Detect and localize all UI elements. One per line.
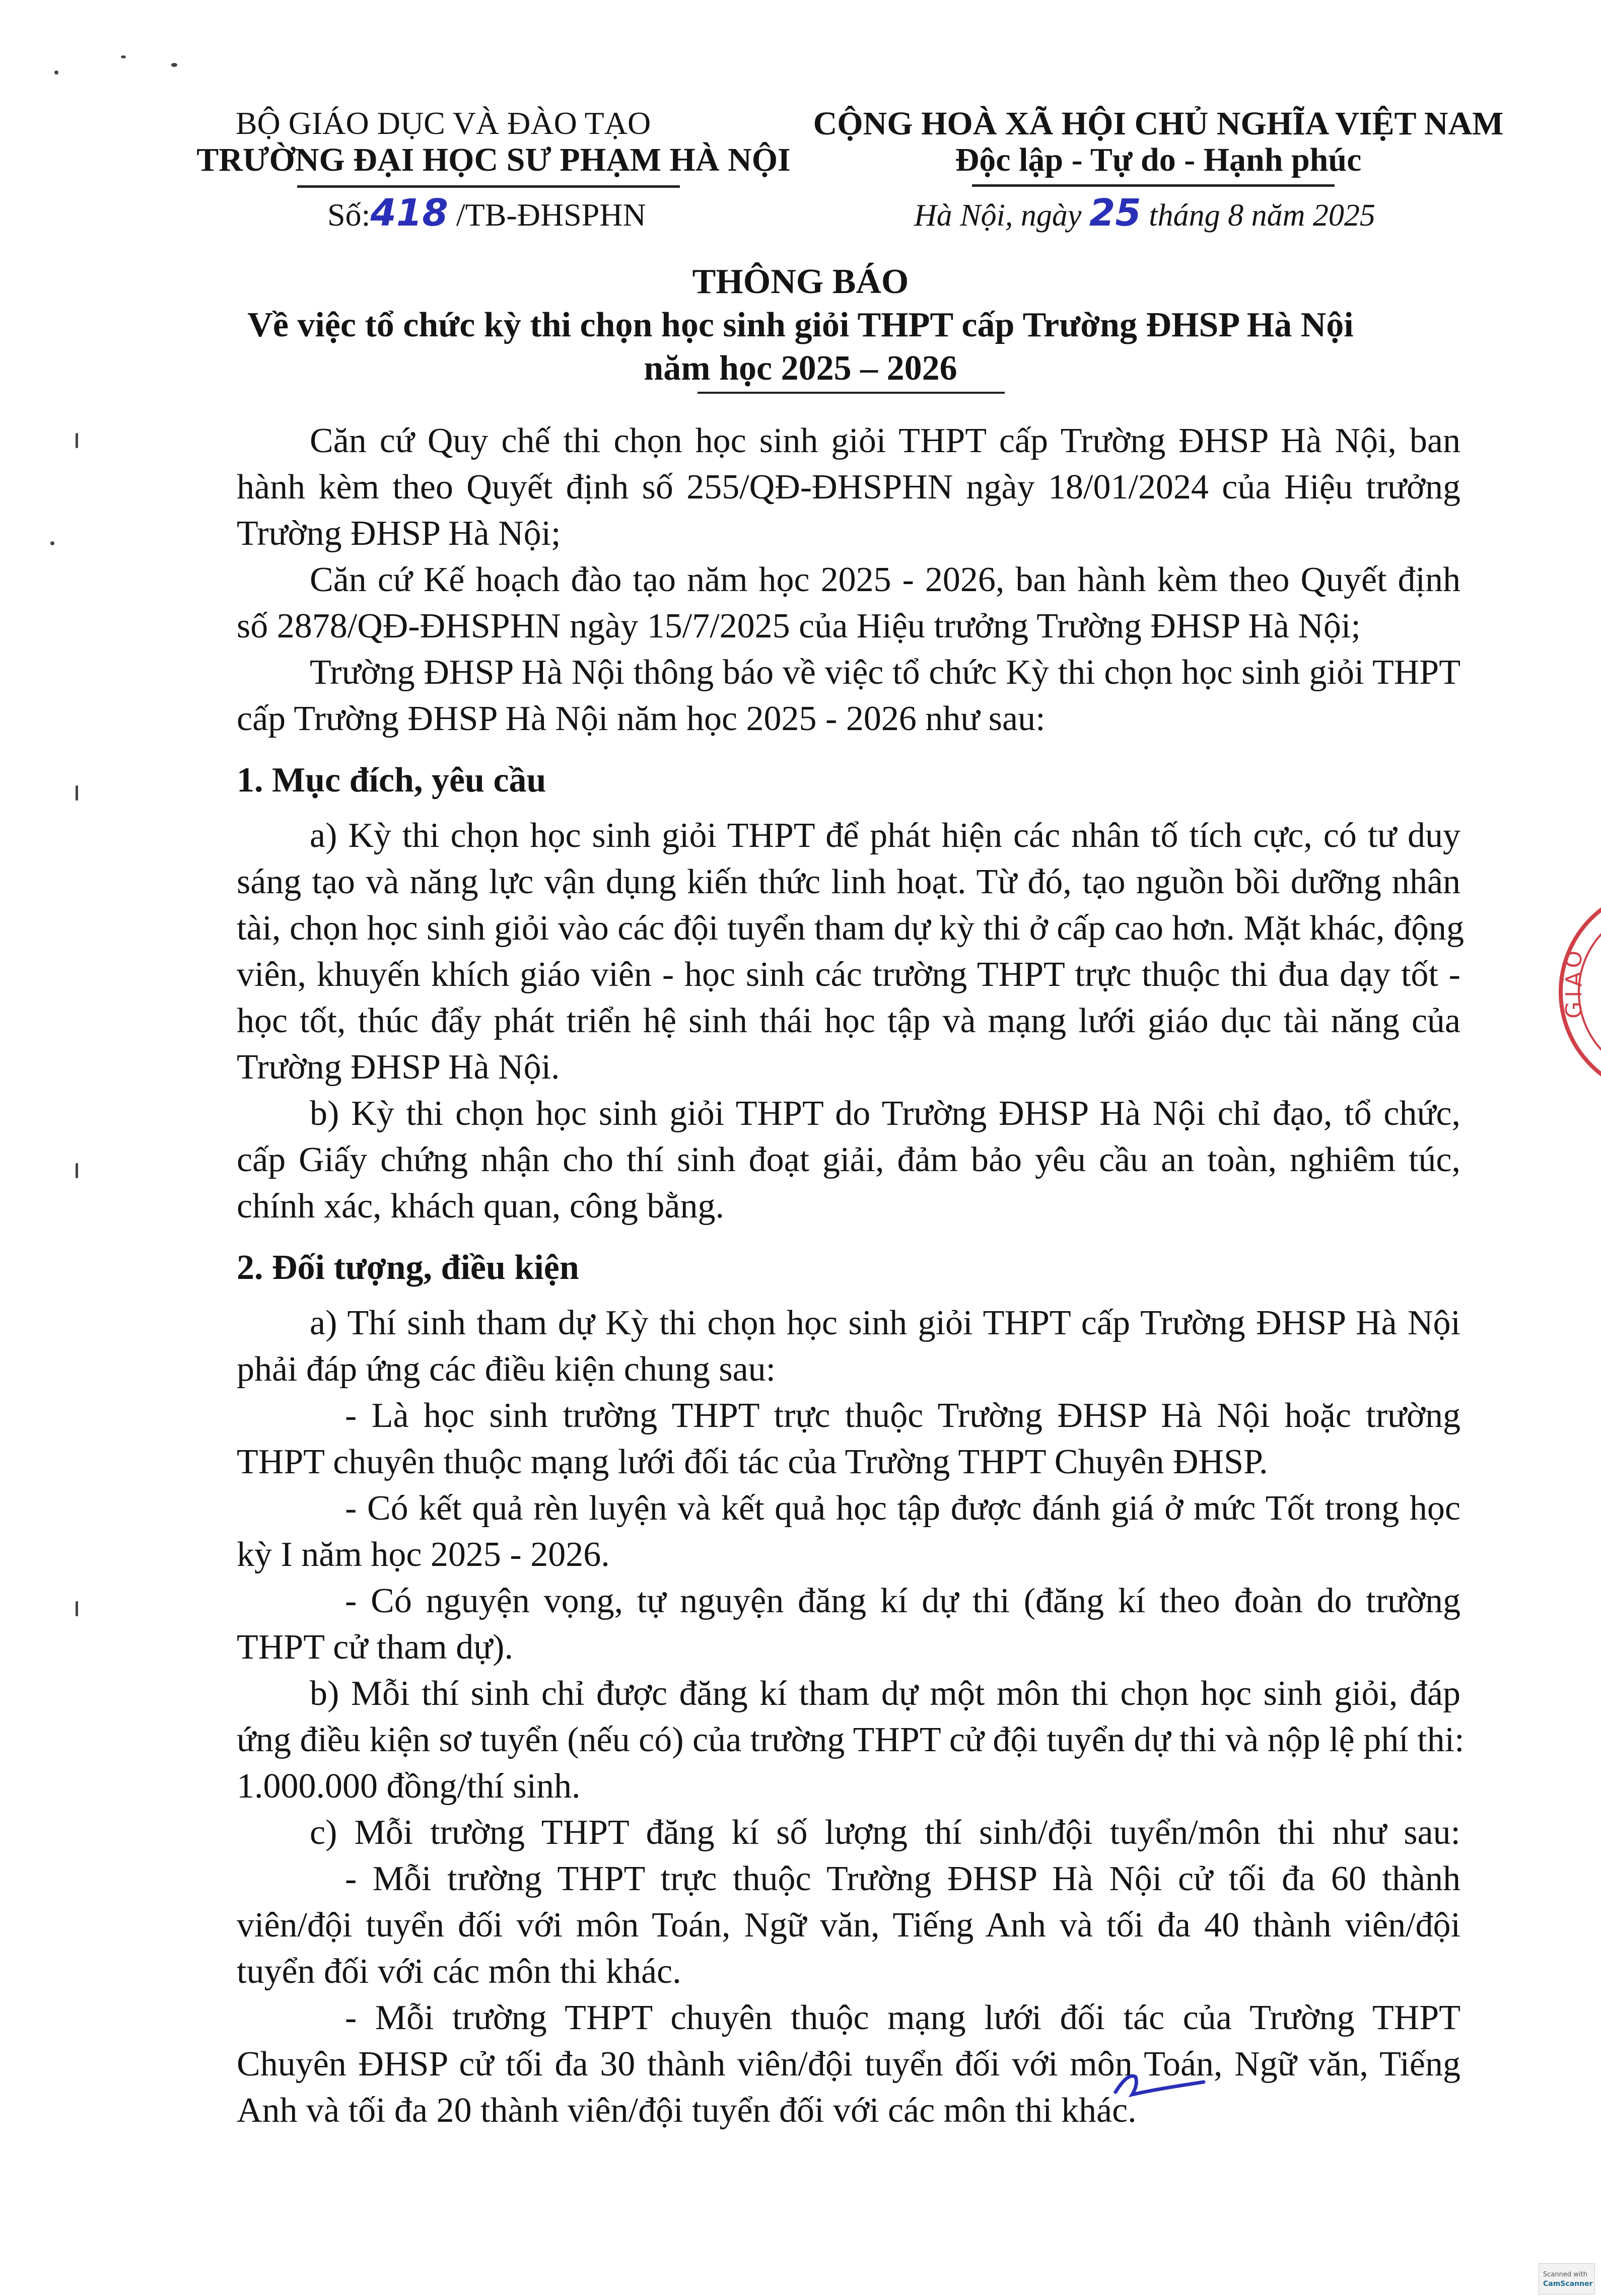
handwritten-mark [1108,2067,1209,2102]
body-line: - Mỗi trường THPT trực thuộc Trường ĐHSP Hà Nội cử tối đa 60 thành [345,1859,1460,1898]
body-line: phải đáp ứng các điều kiện chung sau: [237,1350,776,1389]
body-line: tuyển đối với các môn thi khác. [237,1952,681,1991]
number-prefix: Số: [327,197,371,233]
body-line: - Là học sinh trường THPT trực thuộc Trường ĐHSP Hà Nội hoặc trường [345,1396,1460,1435]
university-name: TRƯỜNG ĐẠI HỌC SƯ PHẠM HÀ NỘI [196,141,791,178]
scanner-badge [1539,2263,1595,2294]
document-number [327,191,646,235]
body-line: kỳ I năm học 2025 - 2026. [237,1535,610,1574]
body-line: ứng điều kiện sơ tuyển (nếu có) của trường THPT cử đội tuyển dự thi và nộp lệ phí thi: [237,1720,1465,1759]
body-line: THPT chuyên thuộc mạng lưới đối tác của Trường THPT Chuyên ĐHSP. [237,1443,1268,1481]
document-subject-line2: năm học 2025 – 2026 [644,349,957,388]
body-line: - Mỗi trường THPT chuyên thuộc mạng lưới đối tác của Trường THPT [345,1998,1460,2037]
body-line: viên, khuyến khích giáo viên - học sinh các trường THPT trực thuộc thi đua dạy tốt - [237,955,1460,994]
body-line: - Có nguyện vọng, tự nguyện đăng kí dự thi (đăng kí theo đoàn do trường [345,1582,1460,1620]
scanner-badge-line1: Scanned with [1543,2271,1587,2278]
body-line: - Có kết quả rèn luyện và kết quả học tập được đánh giá ở mức Tốt trong học [345,1489,1460,1528]
university-underline [297,185,680,188]
date-suffix: tháng 8 năm 2025 [1141,198,1375,233]
body-line: THPT cử tham dự). [237,1628,513,1667]
body-line: c) Mỗi trường THPT đăng kí số lượng thí sinh/đội tuyển/môn thi như sau: [310,1813,1460,1852]
body-line: a) Thí sinh tham dự Kỳ thi chọn học sinh giỏi THPT cấp Trường ĐHSP Hà Nội [310,1304,1460,1342]
body-line: a) Kỳ thi chọn học sinh giỏi THPT để phát hiện các nhân tố tích cực, có tư duy [310,816,1460,855]
body-line: cấp Trường ĐHSP Hà Nội năm học 2025 - 2026 như sau: [237,699,1046,738]
motto-underline [972,184,1335,187]
scan-speck [121,55,126,58]
body-line: Anh và tối đa 20 thành viên/đội tuyển đối với các môn thi khác. [237,2091,1137,2130]
body-line: Trường ĐHSP Hà Nội thông báo về việc tổ chức Kỳ thi chọn học sinh giỏi THPT [310,653,1460,692]
issue-date [914,191,1375,235]
document-subject-line1: Về việc tổ chức kỳ thi chọn học sinh giỏi THPT cấp Trường ĐHSP Hà Nội [247,306,1354,344]
body-line: viên/đội tuyển đối với môn Toán, Ngữ văn, Tiếng Anh và tối đa 40 thành viên/đội [237,1906,1460,1945]
body-line: b) Kỳ thi chọn học sinh giỏi THPT do Trường ĐHSP Hà Nội chỉ đạo, tổ chức, [310,1094,1460,1133]
title-underline [698,392,1005,394]
scan-speck [171,63,177,67]
date-prefix: Hà Nội, ngày [914,198,1089,233]
handwritten-number: 418 [370,191,448,235]
scan-speck [76,785,78,801]
body-line: b) Mỗi thí sinh chỉ được đăng kí tham dự một môn thi chọn học sinh giỏi, đáp [310,1674,1460,1713]
body-line: số 2878/QĐ-ĐHSPHN ngày 15/7/2025 của Hiệu trưởng Trường ĐHSP Hà Nội; [237,607,1361,645]
ministry-name: BỘ GIÁO DỤC VÀ ĐÀO TẠO [235,105,651,141]
body-line: sáng tạo và năng lực vận dụng kiến thức linh hoạt. Từ đó, tạo nguồn bồi dưỡng nhân [237,863,1460,901]
body-line: Căn cứ Kế hoạch đào tạo năm học 2025 - 2026, ban hành kèm theo Quyết định [310,560,1460,599]
body-line: 1.000.000 đồng/thí sinh. [237,1767,581,1806]
section-heading: 2. Đối tượng, điều kiện [237,1248,579,1287]
number-suffix: /TB-ĐHSPHN [448,197,646,233]
body-line: Chuyên ĐHSP cử tối đa 30 thành viên/đội tuyển đối với môn Toán, Ngữ văn, Tiếng [237,2045,1460,2084]
body-line: tài, chọn học sinh giỏi vào các đội tuyển tham dự kỳ thi ở cấp cao hơn. Mặt khác, động [237,909,1464,948]
scan-speck [76,1601,78,1616]
scan-speck [54,70,58,75]
body-line: chính xác, khách quan, công bằng. [237,1187,725,1226]
seal-text: GIÁO [1561,947,1587,1019]
handwritten-day: 25 [1089,191,1141,235]
national-motto: Độc lập - Tự do - Hạnh phúc [955,141,1362,178]
scan-speck [76,1163,78,1178]
section-heading: 1. Mục đích, yêu cầu [237,761,546,800]
nation-name: CỘNG HOÀ XÃ HỘI CHỦ NGHĨA VIỆT NAM [813,105,1504,142]
body-line: Trường ĐHSP Hà Nội. [237,1048,560,1087]
body-line: Trường ĐHSP Hà Nội; [237,514,561,553]
scanner-badge-line2: CamScanner [1543,2280,1593,2288]
body-line: hành kèm theo Quyết định số 255/QĐ-ĐHSPHN ngày 18/01/2024 của Hiệu trưởng [237,468,1460,507]
scan-speck [76,433,78,448]
scan-speck [50,541,54,545]
body-line: cấp Giấy chứng nhận cho thí sinh đoạt giải, đảm bảo yêu cầu an toàn, nghiêm túc, [237,1140,1460,1179]
document-title: THÔNG BÁO [692,262,909,301]
body-line: học tốt, thúc đẩy phát triển hệ sinh thái học tập và mạng lưới giáo dục tài năng của [237,1001,1460,1040]
body-line: Căn cứ Quy chế thi chọn học sinh giỏi THPT cấp Trường ĐHSP Hà Nội, ban [310,421,1460,460]
